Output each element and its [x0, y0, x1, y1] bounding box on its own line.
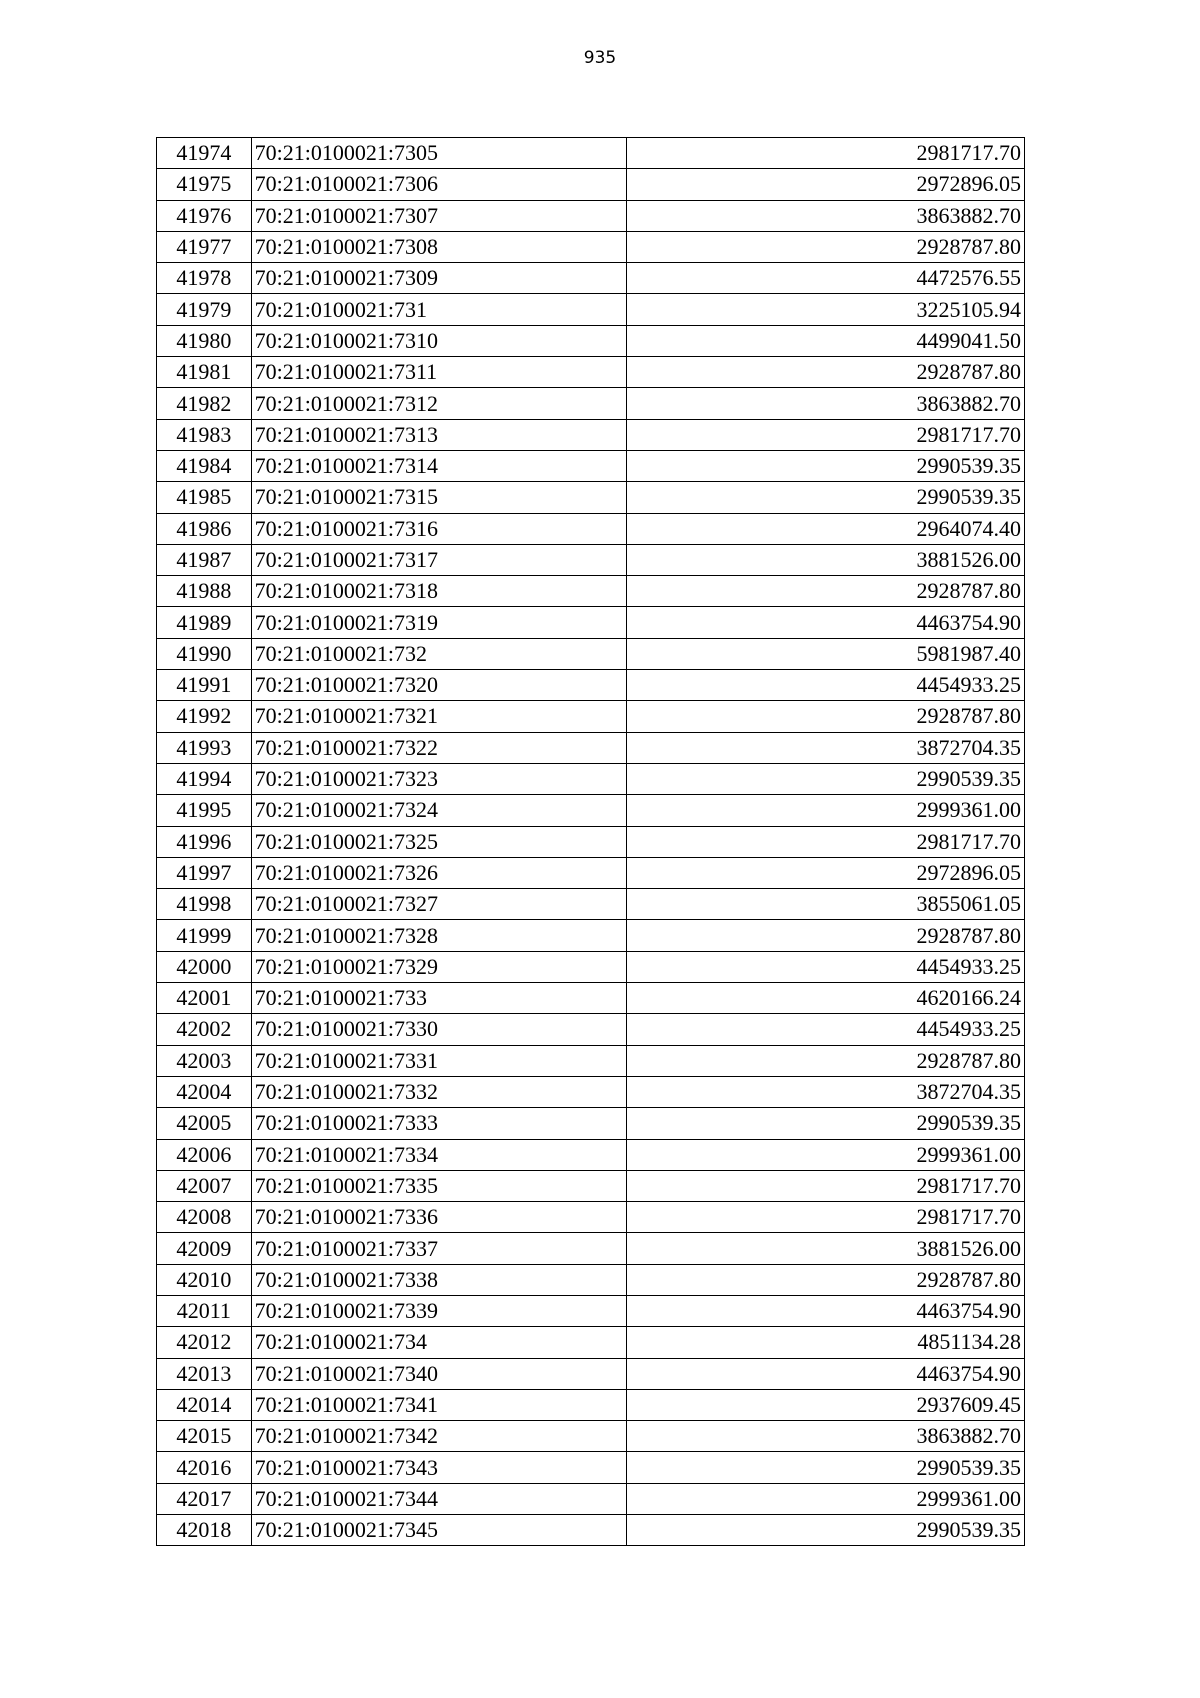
row-number-cell: 42011	[157, 1295, 252, 1326]
cadastral-value-cell: 2999361.00	[627, 1483, 1025, 1514]
row-number-cell: 41984	[157, 450, 252, 481]
cadastral-value-cell: 2999361.00	[627, 795, 1025, 826]
table-row	[157, 1014, 1025, 1045]
cadastral-number-cell: 70:21:0100021:7337	[251, 1233, 626, 1264]
cadastral-number-cell: 70:21:0100021:7333	[251, 1108, 626, 1139]
cadastral-value-cell: 2981717.70	[627, 1202, 1025, 1233]
table-row	[157, 1389, 1025, 1420]
cadastral-value-cell: 2990539.35	[627, 450, 1025, 481]
row-number-cell: 42018	[157, 1515, 252, 1546]
cadastral-value-cell: 3881526.00	[627, 1233, 1025, 1264]
cadastral-number-cell: 70:21:0100021:7316	[251, 513, 626, 544]
cadastral-value-cell: 4454933.25	[627, 1014, 1025, 1045]
cadastral-value-cell: 3863882.70	[627, 388, 1025, 419]
cadastral-number-cell: 70:21:0100021:7312	[251, 388, 626, 419]
row-number-cell: 42000	[157, 951, 252, 982]
cadastral-number-cell: 70:21:0100021:7322	[251, 732, 626, 763]
cadastral-value-table	[156, 137, 1025, 1546]
cadastral-number-cell: 70:21:0100021:7324	[251, 795, 626, 826]
row-number-cell: 41989	[157, 607, 252, 638]
cadastral-number-cell: 70:21:0100021:7335	[251, 1170, 626, 1201]
cadastral-value-cell: 3872704.35	[627, 1076, 1025, 1107]
cadastral-number-cell: 70:21:0100021:7305	[251, 138, 626, 169]
row-number-cell: 41985	[157, 482, 252, 513]
cadastral-value-cell: 3881526.00	[627, 544, 1025, 575]
cadastral-value-cell: 3855061.05	[627, 889, 1025, 920]
table-row	[157, 357, 1025, 388]
cadastral-value-cell: 2981717.70	[627, 419, 1025, 450]
row-number-cell: 42009	[157, 1233, 252, 1264]
table-row	[157, 1358, 1025, 1389]
cadastral-number-cell: 70:21:0100021:7315	[251, 482, 626, 513]
table-row	[157, 638, 1025, 669]
row-number-cell: 41991	[157, 670, 252, 701]
table-row	[157, 826, 1025, 857]
table-row	[157, 544, 1025, 575]
cadastral-value-cell: 4463754.90	[627, 607, 1025, 638]
table-row	[157, 857, 1025, 888]
cadastral-number-cell: 70:21:0100021:7310	[251, 325, 626, 356]
cadastral-value-cell: 4620166.24	[627, 983, 1025, 1014]
cadastral-value-cell: 2928787.80	[627, 920, 1025, 951]
table-row	[157, 325, 1025, 356]
table-row	[157, 263, 1025, 294]
cadastral-value-cell: 5981987.40	[627, 638, 1025, 669]
table-row	[157, 795, 1025, 826]
table-row	[157, 419, 1025, 450]
table-row	[157, 1202, 1025, 1233]
cadastral-number-cell: 70:21:0100021:7313	[251, 419, 626, 450]
table-row	[157, 1233, 1025, 1264]
table-row	[157, 1421, 1025, 1452]
cadastral-number-cell: 70:21:0100021:7311	[251, 357, 626, 388]
table-row	[157, 576, 1025, 607]
table-row	[157, 607, 1025, 638]
row-number-cell: 41982	[157, 388, 252, 419]
cadastral-number-cell: 70:21:0100021:731	[251, 294, 626, 325]
cadastral-value-cell: 2964074.40	[627, 513, 1025, 544]
cadastral-number-cell: 70:21:0100021:732	[251, 638, 626, 669]
row-number-cell: 41975	[157, 169, 252, 200]
cadastral-value-cell: 2990539.35	[627, 1452, 1025, 1483]
row-number-cell: 41987	[157, 544, 252, 575]
cadastral-number-cell: 70:21:0100021:7331	[251, 1045, 626, 1076]
page-number: 935	[583, 48, 617, 68]
cadastral-number-cell: 70:21:0100021:734	[251, 1327, 626, 1358]
cadastral-value-cell: 2981717.70	[627, 1170, 1025, 1201]
cadastral-number-cell: 70:21:0100021:7317	[251, 544, 626, 575]
table-row	[157, 983, 1025, 1014]
row-number-cell: 41986	[157, 513, 252, 544]
cadastral-number-cell: 70:21:0100021:7328	[251, 920, 626, 951]
cadastral-number-cell: 70:21:0100021:7326	[251, 857, 626, 888]
table-row	[157, 1452, 1025, 1483]
cadastral-number-cell: 70:21:0100021:7329	[251, 951, 626, 982]
row-number-cell: 41990	[157, 638, 252, 669]
row-number-cell: 41988	[157, 576, 252, 607]
cadastral-number-cell: 70:21:0100021:7342	[251, 1421, 626, 1452]
table-row	[157, 294, 1025, 325]
cadastral-number-cell: 70:21:0100021:7332	[251, 1076, 626, 1107]
cadastral-value-cell: 4463754.90	[627, 1295, 1025, 1326]
cadastral-value-cell: 2972896.05	[627, 169, 1025, 200]
row-number-cell: 42017	[157, 1483, 252, 1514]
table-row	[157, 1076, 1025, 1107]
row-number-cell: 42005	[157, 1108, 252, 1139]
cadastral-value-cell: 4454933.25	[627, 951, 1025, 982]
row-number-cell: 41998	[157, 889, 252, 920]
row-number-cell: 41980	[157, 325, 252, 356]
cadastral-value-cell: 2928787.80	[627, 576, 1025, 607]
cadastral-value-cell: 2928787.80	[627, 701, 1025, 732]
cadastral-number-cell: 70:21:0100021:7307	[251, 200, 626, 231]
cadastral-value-cell: 2928787.80	[627, 231, 1025, 262]
cadastral-value-cell: 2981717.70	[627, 826, 1025, 857]
table-row	[157, 920, 1025, 951]
cadastral-number-cell: 70:21:0100021:7338	[251, 1264, 626, 1295]
cadastral-value-cell: 2999361.00	[627, 1139, 1025, 1170]
cadastral-number-cell: 70:21:0100021:7340	[251, 1358, 626, 1389]
table-row	[157, 1045, 1025, 1076]
row-number-cell: 42015	[157, 1421, 252, 1452]
row-number-cell: 41981	[157, 357, 252, 388]
cadastral-value-cell: 2928787.80	[627, 1264, 1025, 1295]
cadastral-number-cell: 70:21:0100021:7319	[251, 607, 626, 638]
cadastral-number-cell: 70:21:0100021:7327	[251, 889, 626, 920]
cadastral-value-cell: 3225105.94	[627, 294, 1025, 325]
row-number-cell: 42016	[157, 1452, 252, 1483]
table-row	[157, 701, 1025, 732]
table-row	[157, 732, 1025, 763]
row-number-cell: 41977	[157, 231, 252, 262]
table-row	[157, 513, 1025, 544]
cadastral-value-cell: 2990539.35	[627, 1515, 1025, 1546]
cadastral-number-cell: 70:21:0100021:7339	[251, 1295, 626, 1326]
row-number-cell: 42002	[157, 1014, 252, 1045]
table-row	[157, 889, 1025, 920]
cadastral-value-cell: 2928787.80	[627, 357, 1025, 388]
table-row	[157, 388, 1025, 419]
cadastral-value-cell: 2990539.35	[627, 482, 1025, 513]
row-number-cell: 41995	[157, 795, 252, 826]
cadastral-value-cell: 2937609.45	[627, 1389, 1025, 1420]
row-number-cell: 41993	[157, 732, 252, 763]
cadastral-value-cell: 2972896.05	[627, 857, 1025, 888]
cadastral-value-cell: 4851134.28	[627, 1327, 1025, 1358]
cadastral-number-cell: 70:21:0100021:7320	[251, 670, 626, 701]
table-row	[157, 200, 1025, 231]
cadastral-number-cell: 70:21:0100021:7343	[251, 1452, 626, 1483]
cadastral-number-cell: 70:21:0100021:7334	[251, 1139, 626, 1170]
table-row	[157, 231, 1025, 262]
row-number-cell: 42003	[157, 1045, 252, 1076]
cadastral-value-cell: 3863882.70	[627, 1421, 1025, 1452]
table-row	[157, 1295, 1025, 1326]
row-number-cell: 42012	[157, 1327, 252, 1358]
table-body	[157, 138, 1025, 1546]
cadastral-number-cell: 70:21:0100021:7325	[251, 826, 626, 857]
cadastral-number-cell: 70:21:0100021:7345	[251, 1515, 626, 1546]
row-number-cell: 41979	[157, 294, 252, 325]
row-number-cell: 42010	[157, 1264, 252, 1295]
table-row	[157, 169, 1025, 200]
cadastral-number-cell: 70:21:0100021:7330	[251, 1014, 626, 1045]
cadastral-value-cell: 4472576.55	[627, 263, 1025, 294]
table-row	[157, 1515, 1025, 1546]
table-row	[157, 951, 1025, 982]
row-number-cell: 41983	[157, 419, 252, 450]
cadastral-value-cell: 4454933.25	[627, 670, 1025, 701]
row-number-cell: 42014	[157, 1389, 252, 1420]
cadastral-number-cell: 70:21:0100021:7344	[251, 1483, 626, 1514]
table-row	[157, 1483, 1025, 1514]
cadastral-number-cell: 70:21:0100021:7309	[251, 263, 626, 294]
cadastral-number-cell: 70:21:0100021:7306	[251, 169, 626, 200]
row-number-cell: 42007	[157, 1170, 252, 1201]
table-row	[157, 1139, 1025, 1170]
table-row	[157, 763, 1025, 794]
row-number-cell: 41976	[157, 200, 252, 231]
cadastral-number-cell: 70:21:0100021:7321	[251, 701, 626, 732]
row-number-cell: 42013	[157, 1358, 252, 1389]
table-row	[157, 1327, 1025, 1358]
row-number-cell: 41997	[157, 857, 252, 888]
table-row	[157, 450, 1025, 481]
row-number-cell: 41996	[157, 826, 252, 857]
cadastral-value-cell: 4463754.90	[627, 1358, 1025, 1389]
cadastral-number-cell: 70:21:0100021:7314	[251, 450, 626, 481]
cadastral-value-cell: 2990539.35	[627, 763, 1025, 794]
row-number-cell: 42006	[157, 1139, 252, 1170]
row-number-cell: 42004	[157, 1076, 252, 1107]
row-number-cell: 41999	[157, 920, 252, 951]
cadastral-value-cell: 3872704.35	[627, 732, 1025, 763]
cadastral-value-cell: 4499041.50	[627, 325, 1025, 356]
table-row	[157, 670, 1025, 701]
cadastral-number-cell: 70:21:0100021:7336	[251, 1202, 626, 1233]
cadastral-value-cell: 2990539.35	[627, 1108, 1025, 1139]
row-number-cell: 41992	[157, 701, 252, 732]
row-number-cell: 41994	[157, 763, 252, 794]
cadastral-number-cell: 70:21:0100021:7308	[251, 231, 626, 262]
table-row	[157, 482, 1025, 513]
row-number-cell: 41974	[157, 138, 252, 169]
cadastral-value-cell: 3863882.70	[627, 200, 1025, 231]
table-row	[157, 1108, 1025, 1139]
cadastral-value-cell: 2981717.70	[627, 138, 1025, 169]
cadastral-value-cell: 2928787.80	[627, 1045, 1025, 1076]
cadastral-number-cell: 70:21:0100021:7318	[251, 576, 626, 607]
cadastral-number-cell: 70:21:0100021:7341	[251, 1389, 626, 1420]
table-row	[157, 1170, 1025, 1201]
table-row	[157, 1264, 1025, 1295]
row-number-cell: 41978	[157, 263, 252, 294]
row-number-cell: 42008	[157, 1202, 252, 1233]
row-number-cell: 42001	[157, 983, 252, 1014]
cadastral-number-cell: 70:21:0100021:7323	[251, 763, 626, 794]
table-row	[157, 138, 1025, 169]
cadastral-number-cell: 70:21:0100021:733	[251, 983, 626, 1014]
